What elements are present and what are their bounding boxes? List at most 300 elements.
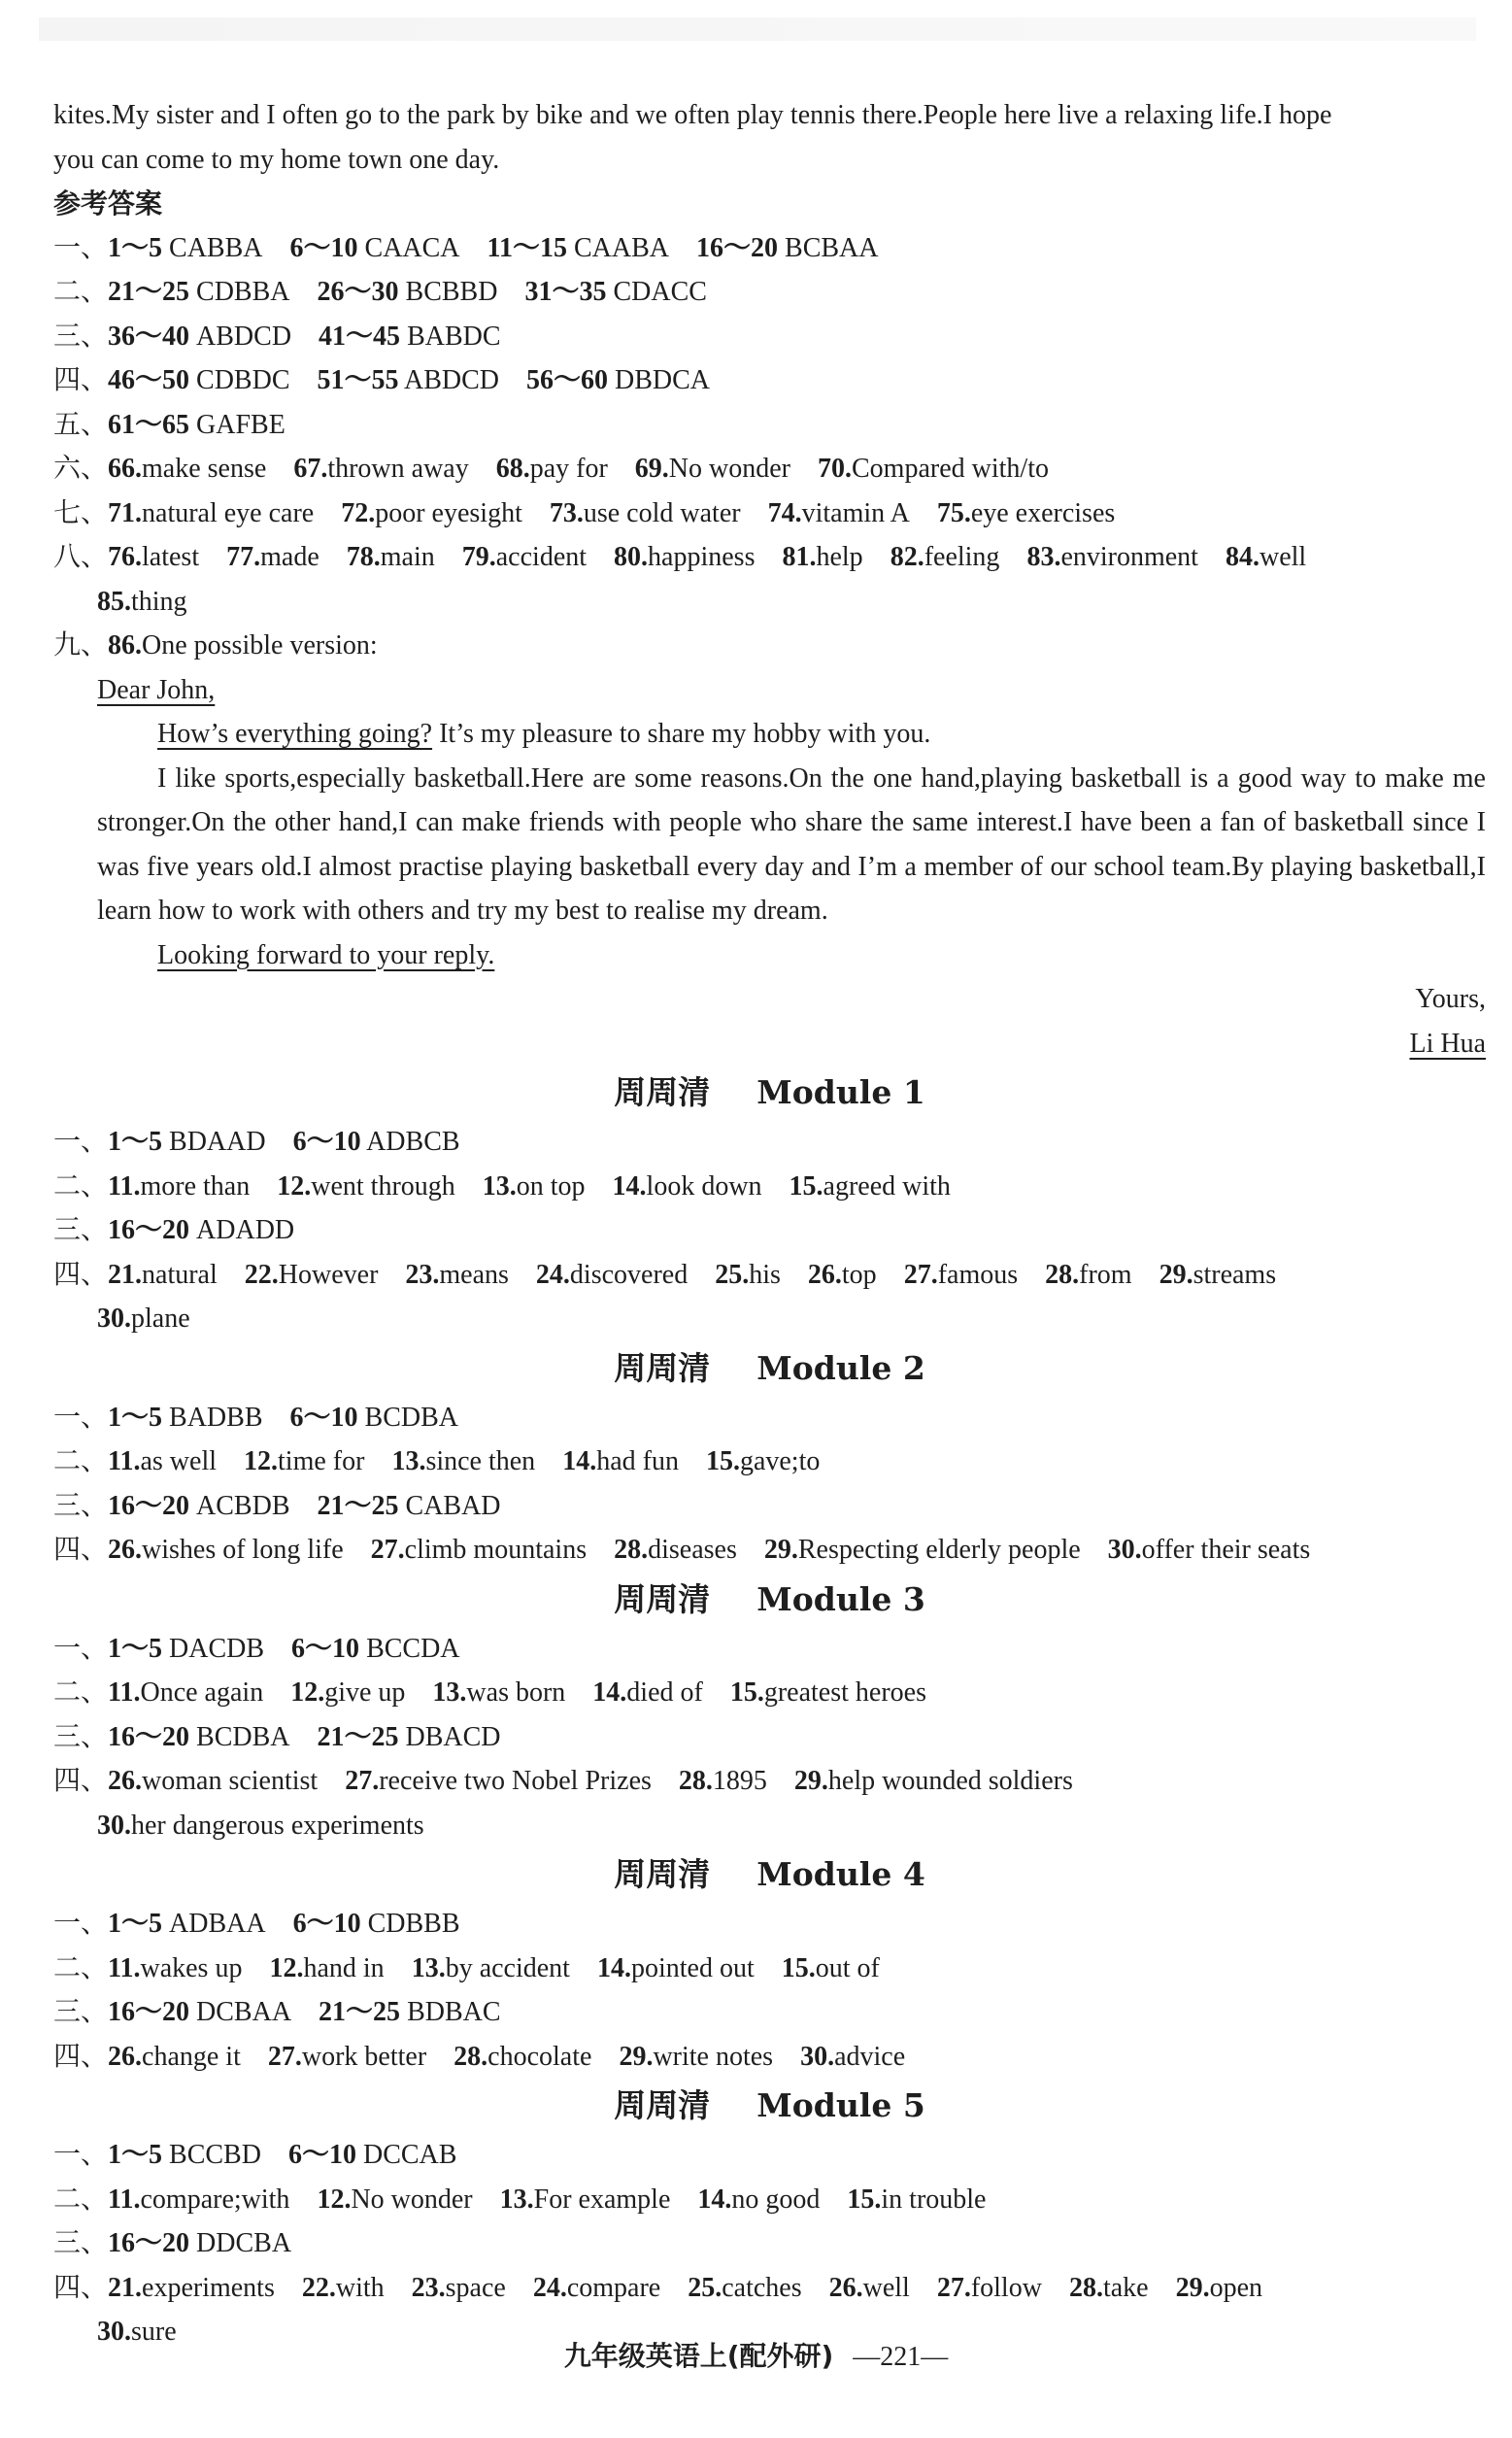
answer-value: her dangerous experiments bbox=[131, 1810, 424, 1841]
question-number: 30. bbox=[97, 2317, 131, 2347]
question-number: 81. bbox=[782, 542, 817, 572]
section-number: 四、 bbox=[53, 365, 109, 395]
answer-item bbox=[904, 1260, 1018, 1290]
section-number: 七、 bbox=[53, 497, 109, 528]
question-number: 16～20 bbox=[108, 1215, 190, 1245]
answer-value: hand in bbox=[303, 1952, 385, 1983]
answer-item bbox=[696, 233, 878, 263]
answer-value: well bbox=[862, 2272, 910, 2303]
answer-value: BCCBD bbox=[169, 2140, 261, 2170]
answer-value: take bbox=[1102, 2272, 1149, 2303]
answer-item bbox=[818, 454, 1049, 484]
answer-value: pay for bbox=[529, 454, 608, 484]
answer-value: BCDBA bbox=[196, 1721, 290, 1752]
answer-item bbox=[108, 1997, 291, 2027]
question-number: 15. bbox=[705, 1446, 740, 1476]
answer-item bbox=[500, 2184, 671, 2215]
question-number: 28. bbox=[678, 1766, 713, 1796]
question-number: 6～10 bbox=[292, 1909, 361, 1939]
section-number: 二、 bbox=[53, 1446, 109, 1476]
answer-value: For example bbox=[533, 2184, 671, 2215]
question-number: 21～25 bbox=[108, 277, 190, 307]
section-number: 二、 bbox=[53, 1170, 109, 1202]
section-number: 二、 bbox=[53, 1677, 109, 1708]
question-number: 30. bbox=[800, 2041, 835, 2072]
question-number: 29. bbox=[793, 1766, 828, 1796]
question-number: 29. bbox=[763, 1535, 798, 1565]
answer-row bbox=[53, 1990, 1486, 2035]
answer-item bbox=[619, 2042, 773, 2072]
answer-item bbox=[108, 277, 289, 307]
question-number: 15. bbox=[729, 1677, 764, 1708]
question-number: 30. bbox=[97, 1304, 131, 1334]
answer-item bbox=[290, 1403, 458, 1433]
answer-item bbox=[341, 498, 522, 528]
answer-value: by accident bbox=[445, 1952, 570, 1983]
answer-item bbox=[318, 1722, 501, 1752]
question-number: 6～10 bbox=[289, 232, 358, 263]
question-number: 27. bbox=[936, 2272, 971, 2303]
question-number: 79. bbox=[461, 542, 496, 572]
answer-item bbox=[244, 1446, 364, 1476]
answer-row bbox=[53, 2178, 1486, 2222]
question-number: 13. bbox=[482, 1170, 517, 1202]
question-number: 26. bbox=[108, 1766, 143, 1796]
answer-item bbox=[524, 277, 706, 307]
question-number: 21～25 bbox=[319, 1997, 401, 2027]
question-number: 22. bbox=[244, 1259, 279, 1290]
question-number: 13. bbox=[432, 1677, 467, 1708]
question-number: 11. bbox=[108, 1170, 141, 1202]
answer-value: from bbox=[1079, 1259, 1132, 1290]
answer-value: thrown away bbox=[327, 454, 469, 484]
answer-item bbox=[293, 454, 468, 484]
answer-value: CDBDC bbox=[196, 365, 290, 395]
answer-item bbox=[730, 1677, 926, 1708]
answer-value: pointed out bbox=[630, 1952, 755, 1983]
answer-item bbox=[432, 1677, 565, 1708]
answer-value: top bbox=[841, 1259, 877, 1290]
answer-row bbox=[53, 1671, 1486, 1715]
section-number: 四、 bbox=[53, 1766, 109, 1796]
answer-value: CDBBB bbox=[367, 1909, 460, 1939]
question-number: 14. bbox=[612, 1170, 647, 1202]
question-number: 15. bbox=[781, 1952, 816, 1983]
module-title-cn: 周周清 bbox=[614, 2086, 711, 2124]
answer-row bbox=[53, 226, 1486, 271]
answer-value: CDBBA bbox=[196, 277, 290, 307]
answer-item bbox=[345, 1766, 652, 1796]
answer-value: means bbox=[439, 1259, 509, 1290]
answer-value: One possible version: bbox=[142, 630, 378, 660]
answer-row bbox=[53, 358, 1486, 403]
question-number: 26. bbox=[108, 1535, 143, 1565]
answer-value: eye exercises bbox=[970, 497, 1116, 528]
answer-value: thing bbox=[131, 586, 187, 617]
question-number: 6～10 bbox=[292, 1127, 361, 1157]
question-number: 21. bbox=[108, 2272, 143, 2303]
answer-item bbox=[371, 1535, 587, 1565]
question-number: 14. bbox=[562, 1446, 597, 1476]
question-number: 28. bbox=[1045, 1259, 1080, 1290]
answer-item bbox=[592, 1677, 703, 1708]
question-number: 78. bbox=[346, 542, 381, 572]
question-number: 85. bbox=[97, 586, 131, 617]
answer-row bbox=[53, 535, 1486, 580]
answer-item bbox=[108, 454, 266, 484]
answer-value: gave;to bbox=[739, 1446, 821, 1476]
letter-signoff: Yours, bbox=[1415, 984, 1486, 1014]
question-number: 28. bbox=[454, 2041, 488, 2072]
section-number: 四、 bbox=[53, 1535, 109, 1565]
section-number: 二、 bbox=[53, 2184, 109, 2215]
answer-row bbox=[53, 1253, 1486, 1298]
answer-value: open bbox=[1209, 2272, 1263, 2303]
module-title-en: Module 4 bbox=[756, 1855, 925, 1893]
answer-item bbox=[108, 1953, 242, 1983]
question-number: 51～55 bbox=[317, 365, 399, 395]
question-number: 12. bbox=[317, 2184, 352, 2215]
answer-item bbox=[937, 498, 1115, 528]
answer-row bbox=[53, 1947, 1486, 1991]
answer-item bbox=[847, 2184, 986, 2215]
answer-value: greatest heroes bbox=[763, 1677, 926, 1708]
answer-value: offer their seats bbox=[1141, 1535, 1311, 1565]
answer-item bbox=[562, 1446, 679, 1476]
question-number: 1～5 bbox=[108, 1402, 163, 1433]
intro-line: you can come to my home town one day. bbox=[53, 144, 500, 175]
question-number: 16～20 bbox=[108, 1721, 190, 1752]
section-number: 三、 bbox=[53, 321, 109, 352]
section-number: 九、 bbox=[53, 630, 109, 660]
answer-row bbox=[53, 1396, 1486, 1440]
answer-value: was born bbox=[466, 1677, 566, 1708]
answer-value: BCCDA bbox=[366, 1633, 460, 1664]
question-number: 11. bbox=[108, 2184, 141, 2215]
answer-item bbox=[108, 2273, 275, 2303]
question-number: 29. bbox=[1175, 2272, 1210, 2303]
answer-item bbox=[108, 1171, 250, 1202]
answer-item bbox=[613, 1171, 762, 1202]
section-number: 二、 bbox=[53, 1952, 109, 1983]
module-title bbox=[53, 1847, 1486, 1902]
answer-value: ABDCD bbox=[196, 321, 292, 352]
answer-value: environment bbox=[1060, 542, 1198, 572]
answer-item bbox=[108, 2140, 261, 2170]
module-title-cn: 周周清 bbox=[614, 1073, 711, 1111]
section-number: 二、 bbox=[53, 277, 109, 307]
answer-item bbox=[688, 2273, 801, 2303]
answer-item bbox=[782, 542, 862, 572]
answer-value: BADBB bbox=[169, 1402, 263, 1433]
answer-value: 1895 bbox=[712, 1766, 767, 1796]
answer-item bbox=[277, 1171, 455, 1202]
answer-item bbox=[808, 1260, 877, 1290]
answer-item bbox=[405, 1260, 509, 1290]
answer-item bbox=[293, 1909, 460, 1939]
question-number: 21～25 bbox=[317, 1490, 399, 1521]
answer-item bbox=[937, 2273, 1042, 2303]
question-number: 30. bbox=[97, 1810, 131, 1841]
answer-item bbox=[782, 1953, 880, 1983]
answer-item bbox=[302, 2273, 385, 2303]
answer-item bbox=[108, 322, 291, 352]
answer-item bbox=[108, 542, 199, 572]
answer-item bbox=[347, 542, 435, 572]
answer-value: woman scientist bbox=[142, 1766, 319, 1796]
answer-item bbox=[108, 2184, 289, 2215]
answer-row bbox=[53, 1902, 1486, 1947]
footer-book-title: 九年级英语上(配外研) bbox=[563, 2340, 834, 2372]
answer-item bbox=[768, 498, 910, 528]
question-number: 14. bbox=[596, 1952, 631, 1983]
question-number: 13. bbox=[391, 1446, 426, 1476]
top-shading bbox=[39, 17, 1476, 41]
section-number: 八、 bbox=[53, 542, 109, 572]
answer-row bbox=[53, 491, 1486, 536]
question-number: 27. bbox=[345, 1766, 380, 1796]
answer-item bbox=[97, 1304, 190, 1334]
answer-value: feeling bbox=[924, 542, 1000, 572]
answer-value: discovered bbox=[569, 1259, 689, 1290]
answer-item bbox=[269, 1953, 384, 1983]
answer-item bbox=[679, 1766, 767, 1796]
answer-value: agreed with bbox=[823, 1170, 951, 1202]
module-title-cn: 周周清 bbox=[614, 1348, 711, 1387]
question-number: 82. bbox=[890, 542, 924, 572]
question-number: 26. bbox=[828, 2272, 863, 2303]
answer-value: BABDC bbox=[407, 321, 501, 352]
question-number: 26～30 bbox=[317, 277, 399, 307]
answer-value: make sense bbox=[142, 454, 267, 484]
answer-item bbox=[108, 365, 289, 395]
answer-value: out of bbox=[815, 1952, 880, 1983]
answer-row bbox=[53, 270, 1486, 315]
answer-value: help wounded soldiers bbox=[827, 1766, 1073, 1796]
answer-value: CABAD bbox=[405, 1490, 501, 1521]
question-number: 16～20 bbox=[108, 1490, 190, 1521]
letter-opening: It’s my pleasure to share my hobby with you. bbox=[432, 719, 931, 749]
question-number: 27. bbox=[370, 1535, 405, 1565]
answer-item bbox=[108, 1491, 289, 1521]
answer-item bbox=[108, 1215, 294, 1245]
answer-value: as well bbox=[140, 1446, 218, 1476]
answer-item bbox=[462, 542, 587, 572]
answer-row bbox=[53, 1439, 1486, 1484]
answer-value: ACBDB bbox=[196, 1490, 290, 1521]
question-number: 26. bbox=[108, 2041, 143, 2072]
question-number: 71. bbox=[108, 497, 143, 528]
module-title bbox=[53, 2079, 1486, 2133]
answer-item bbox=[108, 1535, 344, 1565]
answer-row bbox=[53, 1759, 1486, 1804]
answer-value: went through bbox=[311, 1170, 455, 1202]
question-number: 75. bbox=[936, 497, 971, 528]
question-number: 80. bbox=[614, 542, 649, 572]
answer-value: catches bbox=[722, 2272, 802, 2303]
module-title-en: Module 5 bbox=[756, 2086, 925, 2124]
answer-row bbox=[53, 315, 1486, 359]
question-number: 1～5 bbox=[108, 2140, 163, 2170]
answer-row-continued bbox=[53, 1804, 1486, 1848]
answer-item bbox=[108, 1909, 266, 1939]
answer-row-continued bbox=[53, 1297, 1486, 1341]
sample-letter bbox=[53, 668, 1486, 1067]
question-number: 27. bbox=[903, 1259, 938, 1290]
answer-value: DDCBA bbox=[196, 2228, 292, 2258]
answer-item bbox=[108, 630, 378, 660]
answer-value: wakes up bbox=[140, 1952, 243, 1983]
answer-item bbox=[483, 1171, 586, 1202]
answer-row bbox=[53, 1627, 1486, 1672]
section-number: 四、 bbox=[53, 2272, 109, 2303]
question-number: 31～35 bbox=[524, 277, 607, 307]
question-number: 22. bbox=[301, 2272, 336, 2303]
answer-value: GAFBE bbox=[196, 409, 286, 440]
answer-item bbox=[108, 2042, 241, 2072]
answer-item bbox=[697, 2184, 820, 2215]
question-number: 12. bbox=[269, 1952, 304, 1983]
answer-item bbox=[288, 2140, 456, 2170]
answer-row bbox=[53, 403, 1486, 448]
question-number: 13. bbox=[499, 2184, 534, 2215]
answer-value: in trouble bbox=[881, 2184, 987, 2215]
answer-row bbox=[53, 2221, 1486, 2266]
answer-value: compare;with bbox=[140, 2184, 290, 2215]
question-number: 29. bbox=[619, 2041, 654, 2072]
question-number: 12. bbox=[244, 1446, 279, 1476]
answer-item bbox=[268, 2042, 426, 2072]
answer-value: change it bbox=[142, 2041, 241, 2072]
module-title-en: Module 2 bbox=[756, 1348, 925, 1387]
answer-item bbox=[108, 1722, 289, 1752]
answer-value: time for bbox=[278, 1446, 365, 1476]
section-number: 三、 bbox=[53, 2228, 109, 2258]
question-number: 67. bbox=[293, 454, 328, 484]
answer-value: BDBAC bbox=[407, 1997, 501, 2027]
answer-item bbox=[635, 454, 790, 484]
answer-value: died of bbox=[626, 1677, 703, 1708]
answer-value: streams bbox=[1193, 1259, 1277, 1290]
intro-line: kites.My sister and I often go to the park by bike and we often play tennis there.People here live a relaxing life.I hope bbox=[53, 100, 1332, 130]
answer-value: give up bbox=[324, 1677, 406, 1708]
answer-item bbox=[790, 1171, 951, 1202]
question-number: 11. bbox=[108, 1952, 141, 1983]
question-number: 12. bbox=[277, 1170, 312, 1202]
letter-closing: Looking forward to your reply. bbox=[157, 939, 495, 970]
module-title bbox=[53, 1573, 1486, 1627]
answer-value: famous bbox=[937, 1259, 1019, 1290]
answer-value: experiments bbox=[142, 2272, 275, 2303]
letter-opening-underlined: How’s everything going? bbox=[157, 719, 433, 749]
answer-value: more than bbox=[140, 1170, 251, 1202]
answer-value: DCBAA bbox=[196, 1997, 292, 2027]
section-number: 三、 bbox=[53, 1215, 109, 1245]
answer-item bbox=[715, 1260, 781, 1290]
answer-value: had fun bbox=[596, 1446, 679, 1476]
answer-value: natural eye care bbox=[142, 497, 315, 528]
answer-value: Compared with/to bbox=[852, 454, 1049, 484]
section-number: 六、 bbox=[53, 454, 109, 484]
answer-value: on top bbox=[516, 1170, 586, 1202]
answer-item bbox=[1159, 1260, 1277, 1290]
answer-value: write notes bbox=[653, 2041, 774, 2072]
answer-item bbox=[290, 1677, 405, 1708]
question-number: 16～20 bbox=[108, 1997, 190, 2027]
section-number: 三、 bbox=[53, 1490, 109, 1521]
answer-row bbox=[53, 624, 1486, 668]
section-number: 四、 bbox=[53, 2041, 109, 2072]
module-title-en: Module 1 bbox=[756, 1073, 925, 1111]
module-sections bbox=[53, 1066, 1486, 2354]
answer-item bbox=[291, 1634, 459, 1664]
question-number: 74. bbox=[767, 497, 802, 528]
question-number: 61～65 bbox=[108, 409, 190, 440]
question-number: 28. bbox=[614, 1535, 649, 1565]
question-number: 76. bbox=[108, 542, 143, 572]
answer-item bbox=[108, 498, 314, 528]
answer-item bbox=[97, 587, 187, 617]
question-number: 72. bbox=[341, 497, 376, 528]
section-number: 一、 bbox=[53, 2140, 109, 2170]
question-number: 28. bbox=[1068, 2272, 1103, 2303]
answer-item bbox=[108, 233, 262, 263]
section-number: 五、 bbox=[53, 409, 109, 440]
answer-item bbox=[764, 1535, 1081, 1565]
answer-value: help bbox=[816, 542, 863, 572]
question-number: 68. bbox=[495, 454, 530, 484]
answer-value: sure bbox=[131, 2317, 177, 2347]
answer-item bbox=[108, 1634, 264, 1664]
letter-body: I like sports,especially basketball.Here are some reasons.On the one hand,playing basketball is a good way to make me stronger.On the other hand,I can make friends with people who share the same interest.I have been a fan of basketball since I was five years old.I almost practise playing basketball every day and I’m a member of our school team.By playing basketball,I learn how to work with others and try my best to realise my dream. bbox=[97, 762, 1486, 926]
answer-item bbox=[108, 1260, 218, 1290]
question-number: 69. bbox=[634, 454, 669, 484]
answer-row bbox=[53, 1208, 1486, 1253]
answer-value: DCCAB bbox=[362, 2140, 457, 2170]
answer-item bbox=[319, 1997, 500, 2027]
answer-item bbox=[794, 1766, 1073, 1796]
answer-value: look down bbox=[646, 1170, 762, 1202]
answer-row bbox=[53, 2133, 1486, 2178]
answer-item bbox=[318, 277, 498, 307]
answer-item bbox=[597, 1953, 755, 1983]
answer-item bbox=[293, 1127, 460, 1157]
module-title-cn: 周周清 bbox=[614, 1855, 711, 1893]
answer-item bbox=[1045, 1260, 1131, 1290]
question-number: 25. bbox=[715, 1259, 750, 1290]
answer-item bbox=[614, 1535, 737, 1565]
section-number: 三、 bbox=[53, 1997, 109, 2027]
answer-value: However bbox=[278, 1259, 379, 1290]
question-number: 11. bbox=[108, 1446, 141, 1476]
answer-value: wishes of long life bbox=[142, 1535, 344, 1565]
answer-item bbox=[614, 542, 755, 572]
answer-item bbox=[1026, 542, 1198, 572]
answer-row bbox=[53, 1484, 1486, 1529]
answer-item bbox=[317, 2184, 472, 2215]
answer-value: Respecting elderly people bbox=[797, 1535, 1081, 1565]
answer-value: ADBCB bbox=[366, 1127, 460, 1157]
answer-item bbox=[533, 2273, 660, 2303]
question-number: 1～5 bbox=[108, 1633, 163, 1664]
page-content bbox=[53, 93, 1486, 2354]
answer-value: climb mountains bbox=[404, 1535, 588, 1565]
question-number: 24. bbox=[535, 1259, 570, 1290]
answer-item bbox=[526, 365, 710, 395]
answer-item bbox=[706, 1446, 820, 1476]
answer-item bbox=[800, 2042, 905, 2072]
answer-value: made bbox=[260, 542, 319, 572]
